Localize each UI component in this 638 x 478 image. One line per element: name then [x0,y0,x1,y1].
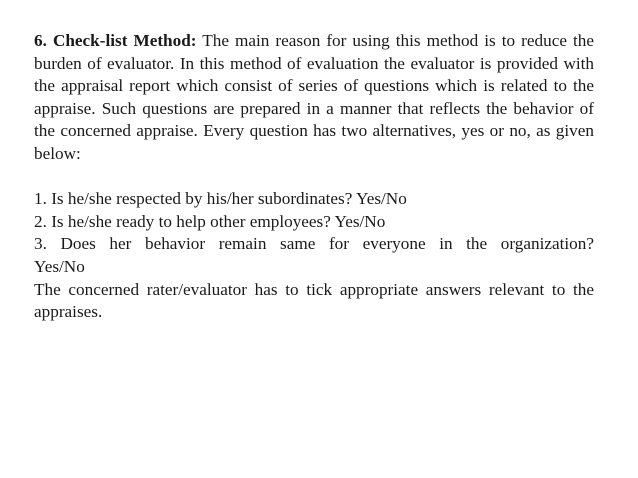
question-1: 1. Is he/she respected by his/her subordinates? Yes/No [34,189,407,209]
question-2: 2. Is he/she ready to help other employees? Yes/No [34,211,386,231]
question-3-answer: Yes/No [34,256,85,276]
blank-line [34,166,594,189]
intro-text: The main reason for using this method is to reduce the burden of evaluator. In this method of evaluation the evaluator is provided with the appraisal report which consist of series of questions which is related to the appraise. Such questions are prepared in a manner that reflects the behavior of the concerned appraise. Every question has two alternatives, yes or no, as given below: [34,31,594,163]
intro-paragraph [34,30,594,166]
question-3: 3. Does her behavior remain same for everyone in the organization? [34,234,594,254]
closing-paragraph: The concerned rater/evaluator has to tick appropriate answers relevant to the appraises. [34,279,594,322]
section-heading: 6. Check-list Method: [34,31,197,50]
